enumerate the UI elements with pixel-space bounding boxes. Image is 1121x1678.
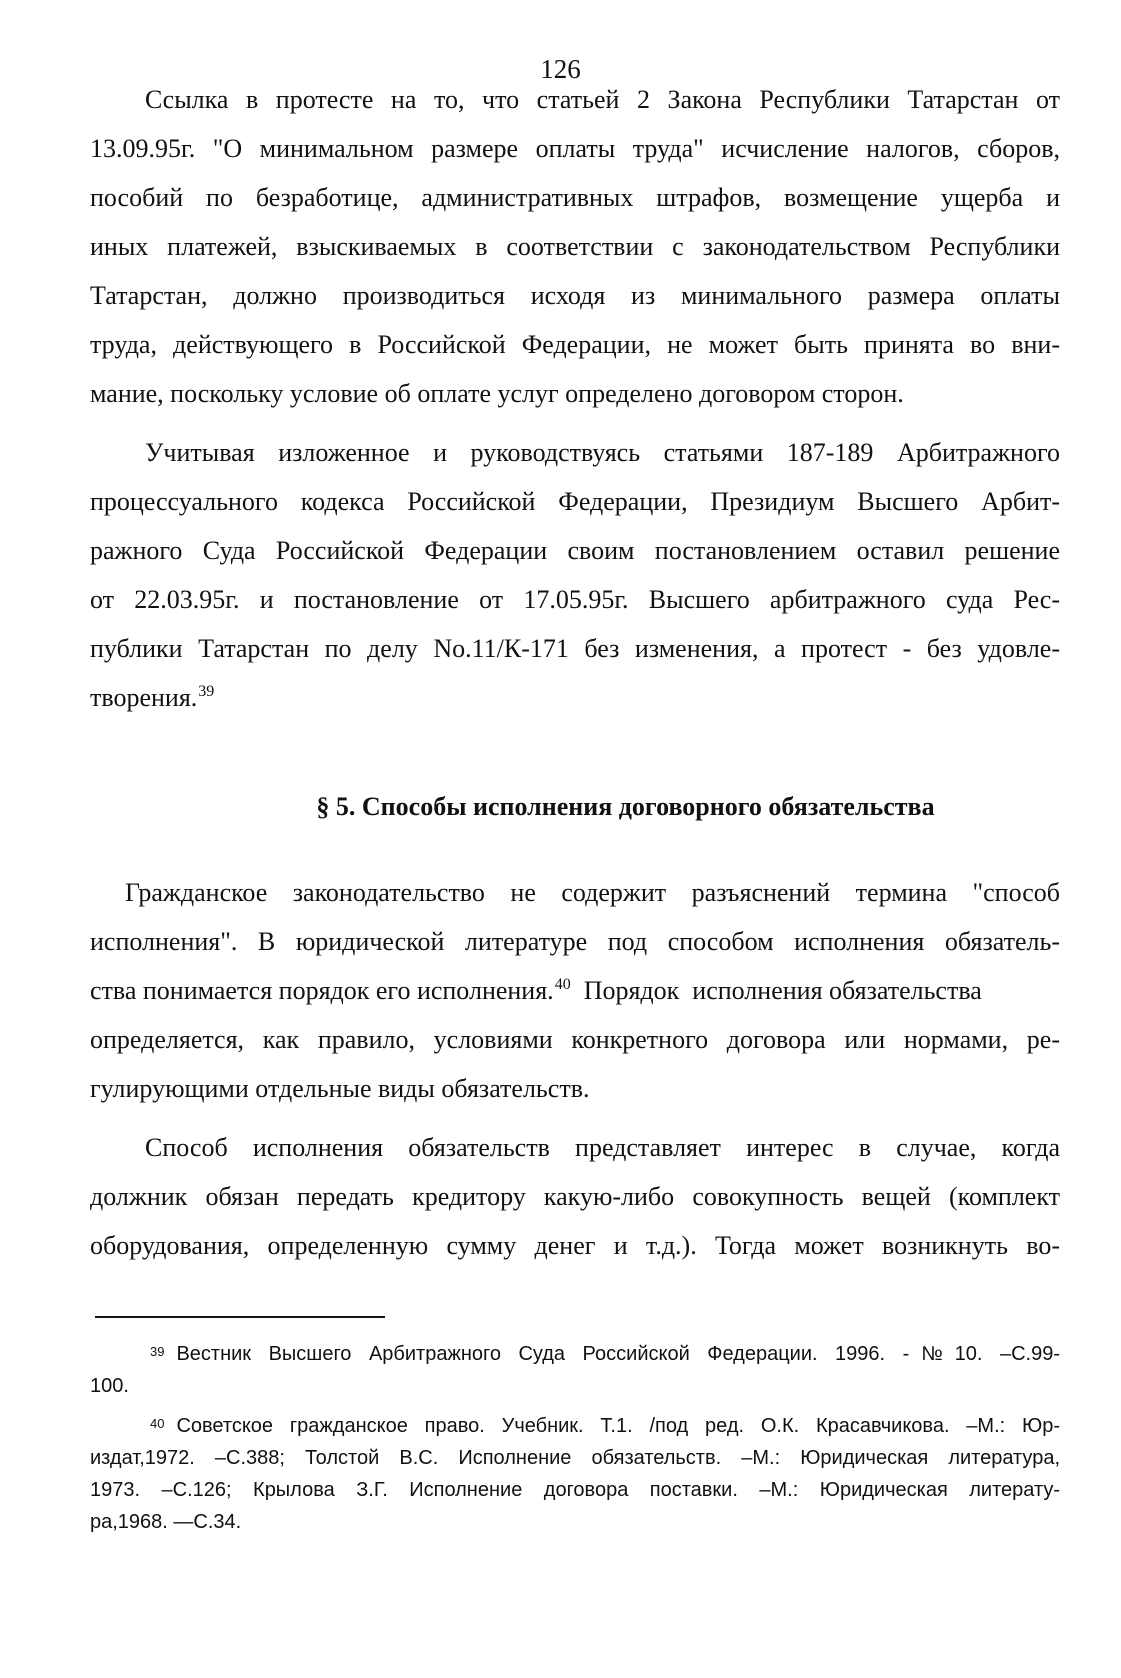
footnote-reference: 40 — [554, 976, 571, 993]
section-heading: § 5. Способы исполнения договорного обязательства — [316, 792, 935, 821]
paragraph-line: процессуального кодекса Российской Федерации, Президиум Высшего Арбит- — [90, 487, 1060, 516]
paragraph-text: ства понимается порядок его исполнения. — [90, 976, 554, 1005]
footnote-text: Советское гражданское право. Учебник. Т.1. /под ред. О.К. Красавчикова. –М.: Юр- — [176, 1415, 1060, 1437]
paragraph-line: должник обязан передать кредитору какую-либо совокупность вещей (комплект — [90, 1182, 1060, 1211]
page-number: 126 — [540, 54, 581, 84]
paragraph-line: ражного Суда Российской Федерации своим постановлением оставил решение — [90, 536, 1060, 565]
paragraph-line: публики Татарстан по делу No.11/К-171 без изменения, а протест - без удовле- — [90, 634, 1060, 663]
paragraph-line: Учитывая изложенное и руководствуясь статьями 187-189 Арбитражного — [145, 438, 1060, 467]
paragraph-line: 13.09.95г. "О минимальном размере оплаты труда" исчисление налогов, сборов, — [90, 134, 1060, 163]
paragraph-line: исполнения". В юридической литературе под способом исполнения обязатель- — [90, 927, 1060, 956]
footnote-line: 1973. –С.126; Крылова З.Г. Исполнение договора поставки. –М.: Юридическая литерату- — [90, 1479, 1060, 1501]
footnote-marker: 40 — [150, 1416, 165, 1431]
paragraph-line: иных платежей, взыскиваемых в соответствии с законодательством Республики — [90, 232, 1060, 261]
paragraph-line: Способ исполнения обязательств представляет интерес в случае, когда — [145, 1133, 1060, 1162]
paragraph-line: труда, действующего в Российской Федерации, не может быть принята во вни- — [90, 330, 1060, 359]
footnote-reference: 39 — [198, 683, 215, 700]
paragraph-line: Гражданское законодательство не содержит разъяснений термина "способ — [125, 878, 1060, 907]
footnote-line: ра,1968. —С.34. — [90, 1511, 242, 1533]
paragraph-line: мание, поскольку условие об оплате услуг определено договором сторон. — [90, 379, 904, 408]
footnote-line: издат,1972. –С.388; Толстой В.С. Исполнение обязательств. –М.: Юридическая литература, — [90, 1447, 1060, 1469]
footnote-line: 100. — [90, 1375, 129, 1397]
footnote-text: Вестник Высшего Арбитражного Суда Российской Федерации. 1996. -№10. –С.99- — [176, 1343, 1060, 1365]
footnote-line — [150, 1340, 1060, 1368]
paragraph-line: Татарстан, должно производиться исходя из минимального размера оплаты — [90, 281, 1060, 310]
paragraph-line — [90, 681, 1060, 715]
paragraph-line: Ссылка в протесте на то, что статьей 2 Закона Республики Татарстан от — [145, 85, 1060, 114]
paragraph-line: гулирующими отдельные виды обязательств. — [90, 1074, 590, 1103]
paragraph-line: от 22.03.95г. и постановление от 17.05.95г. Высшего арбитражного суда Рес- — [90, 585, 1060, 614]
paragraph-line: определяется, как правило, условиями конкретного договора или нормами, ре- — [90, 1025, 1060, 1054]
paragraph-line — [90, 974, 1060, 1008]
footnote-separator — [95, 1316, 385, 1318]
footnote-marker: 39 — [150, 1344, 165, 1359]
paragraph-line: оборудования, определенную сумму денег и т.д.). Тогда может возникнуть во- — [90, 1231, 1060, 1260]
paragraph-line: пособий по безработице, административных штрафов, возмещение ущерба и — [90, 183, 1060, 212]
footnote-line — [150, 1412, 1060, 1440]
paragraph-text: творения. — [90, 683, 198, 712]
paragraph-text: Порядок исполнения обязательства — [570, 976, 982, 1005]
